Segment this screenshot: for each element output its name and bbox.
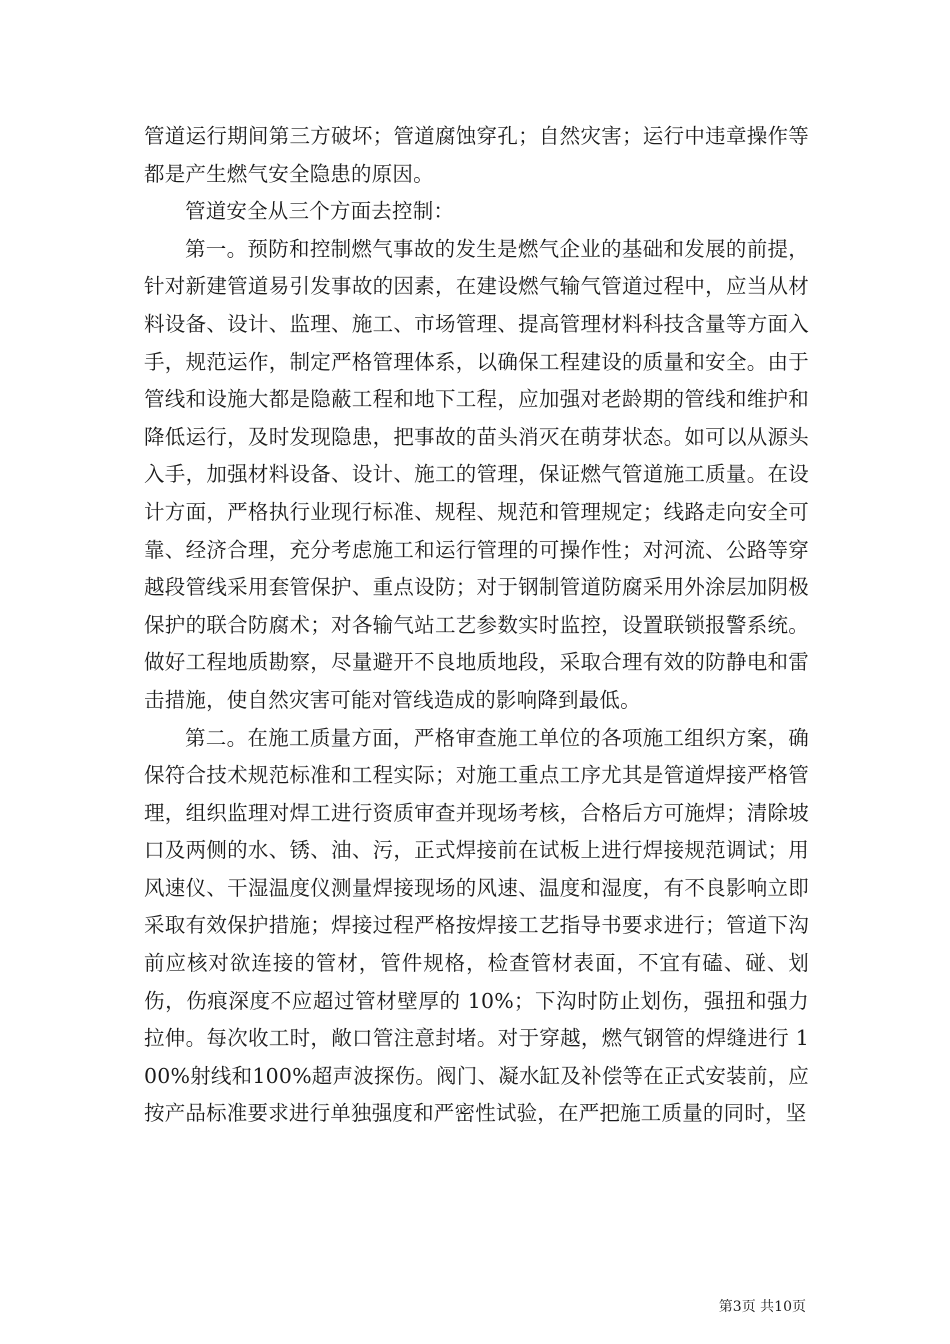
page-middle: 页 共 <box>741 1299 775 1315</box>
page-suffix: 页 <box>792 1299 806 1315</box>
total-page-count: 10 <box>774 1299 792 1315</box>
paragraph-hazard-causes: 管道运行期间第三方破坏；管道腐蚀穿孔；自然灾害；运行中违章操作等都是产生燃气安全隐患的原因。 <box>144 124 809 186</box>
paragraph-first-measure: 第一。预防和控制燃气事故的发生是燃气企业的基础和发展的前提，针对新建管道易引发事故的因素，在建设燃气输气管道过程中，应当从材料设备、设计、监理、施工、市场管理、提高管理材料科技含量等方面入手，规范运作，制定严格管理体系，以确保工程建设的质量和安全。由于管线和设施大都是隐蔽工程和地下工程，应加强对老龄期的管线和维护和降低运行，及时发现隐患，把事故的苗头消灭在萌芽状态。如可以从源头入手，加强材料设备、设计、施工的管理，保证燃气管道施工质量。在设计方面，严格执行业现行标准、规程、规范和管理规定；线路走向安全可靠、经济合理，充分考虑施工和运行管理的可操作性；对河流、公路等穿越段管线采用套管保护、重点设防；对于钢制管道防腐采用外涂层加阴极保护的联合防腐术；对各输气站工艺参数实时监控，设置联锁报警系统。做好工程地质勘察，尽量避开不良地质地段，采取合理有效的防静电和雷击措施，使自然灾害可能对管线造成的影响降到最低。 <box>144 236 809 712</box>
page-prefix: 第 <box>718 1299 733 1315</box>
current-page-number: 3 <box>732 1299 742 1315</box>
document-body <box>144 118 809 1133</box>
paragraph-control-intro: 管道安全从三个方面去控制： <box>185 199 455 224</box>
paragraph-second-measure: 第二。在施工质量方面，严格审查施工单位的各项施工组织方案，确保符合技术规范标准和工程实际；对施工重点工序尤其是管道焊接严格管理，组织监理对焊工进行资质审查并现场考核，合格后方可施焊；清除坡口及两侧的水、锈、油、污，正式焊接前在试板上进行焊接规范调试；用风速仪、干湿温度仪测量焊接现场的风速、温度和湿度，有不良影响立即采取有效保护措施；焊接过程严格按焊接工艺指导书要求进行；管道下沟前应核对欲连接的管材，管件规格，检查管材表面，不宜有磕、碰、划伤，伤痕深度不应超过管材壁厚的 10%；下沟时防止划伤，强扭和强力拉伸。每次收工时，敞口管注意封堵。对于穿越，燃气钢管的焊缝进行 100%射线和100%超声波探伤。阀门、凝水缸及补偿等在正式安装前，应按产品标准要求进行单独强度和严密性试验，在严把施工质量的同时，坚 <box>144 725 809 1126</box>
page-number-footer <box>719 1298 806 1316</box>
